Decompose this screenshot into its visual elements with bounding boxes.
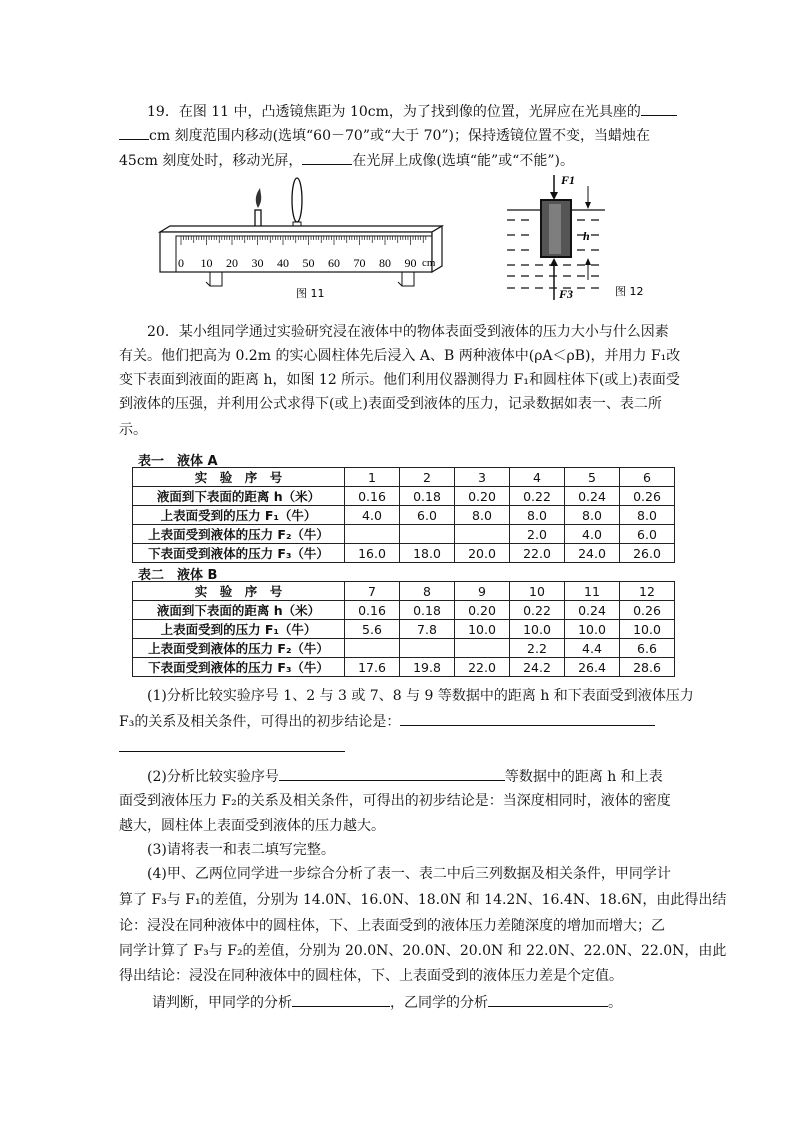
table-cell: 0.26 bbox=[620, 487, 675, 506]
q19-line-3 bbox=[119, 149, 664, 171]
answer-blank[interactable] bbox=[641, 100, 677, 116]
f1-label: F1 bbox=[561, 173, 576, 187]
scale-label: 80 bbox=[379, 256, 391, 270]
table-cell: 8.0 bbox=[565, 506, 620, 525]
answer-blank[interactable] bbox=[119, 124, 149, 140]
table-cell: 22.0 bbox=[455, 658, 510, 677]
header-label: 实 验 序 号 bbox=[133, 468, 345, 487]
sub-q2-line bbox=[147, 765, 692, 787]
table-cell: 10.0 bbox=[565, 620, 620, 639]
table-cell: 0.18 bbox=[400, 601, 455, 620]
scale-label: 90 bbox=[404, 256, 417, 270]
sub-q4-line: 算了 F₃与 F₁的差值，分别为 14.0N、16.0N、18.0N 和 14.2N、16.4N、18.6N，由此得出结 bbox=[119, 892, 727, 908]
q19-text: 19．在图 11 中，凸透镜焦距为 10cm，为了找到像的位置，光屏应在光具座的 bbox=[147, 104, 641, 120]
sub-q2-line: 面受到液体压力 F₂的关系及相关条件，可得出的初步结论是：当深度相同时，液体的密度 bbox=[119, 793, 671, 809]
table-row bbox=[133, 601, 675, 620]
figure-11-caption: 图 11 bbox=[296, 287, 325, 300]
force-arrow-f1 bbox=[550, 175, 558, 200]
table-header-row bbox=[133, 468, 675, 487]
sub-q4-line: 得出结论：浸没在同种液体中的圆柱体，下、上表面受到的液体压力差是个定值。 bbox=[119, 968, 623, 984]
table-cell: 26.4 bbox=[565, 658, 620, 677]
table-cell: 19.8 bbox=[400, 658, 455, 677]
table-1-liquid-a bbox=[132, 467, 675, 563]
table-cell: 8.0 bbox=[620, 506, 675, 525]
answer-blank-yi[interactable] bbox=[488, 991, 608, 1007]
column-number: 9 bbox=[455, 582, 510, 601]
table-cell: 0.22 bbox=[510, 601, 565, 620]
column-number: 6 bbox=[620, 468, 675, 487]
table-cell: 5.6 bbox=[345, 620, 400, 639]
judge-line bbox=[152, 991, 697, 1013]
table-cell: 28.6 bbox=[620, 658, 675, 677]
q19-line-2 bbox=[119, 124, 664, 146]
table-cell: 8.0 bbox=[510, 506, 565, 525]
table-header-row bbox=[133, 582, 675, 601]
table-cell: 0.16 bbox=[345, 601, 400, 620]
table-cell: 10.0 bbox=[510, 620, 565, 639]
table-cell[interactable] bbox=[455, 639, 510, 658]
answer-blank[interactable] bbox=[302, 149, 352, 165]
judge-text: 请判断，甲同学的分析 bbox=[152, 995, 292, 1011]
sub-q4-line: (4)甲、乙两位同学进一步综合分析了表一、表二中后三列数据及相关条件，甲同学计 bbox=[147, 866, 671, 882]
answer-blank[interactable] bbox=[400, 710, 655, 726]
h-label: h bbox=[583, 229, 590, 243]
scale-label: 20 bbox=[226, 256, 238, 270]
table-cell: 8.0 bbox=[455, 506, 510, 525]
table-cell: 24.2 bbox=[510, 658, 565, 677]
column-number: 12 bbox=[620, 582, 675, 601]
column-number: 11 bbox=[565, 582, 620, 601]
sub-q2-line: 越大，圆柱体上表面受到液体的压力越大。 bbox=[119, 818, 385, 834]
table-cell: 6.6 bbox=[620, 639, 675, 658]
sub-q1-line bbox=[119, 710, 664, 732]
table-cell: 10.0 bbox=[620, 620, 675, 639]
table-2-liquid-b bbox=[132, 581, 675, 677]
scale-label: 60 bbox=[328, 256, 340, 270]
sub-q2-text: (2)分析比较实验序号 bbox=[147, 769, 279, 785]
scale-label: 30 bbox=[251, 256, 264, 270]
sub-q1-text: F₃的关系及相关条件，可得出的初步结论是： bbox=[119, 714, 401, 730]
column-number: 7 bbox=[345, 582, 400, 601]
table-cell[interactable] bbox=[400, 525, 455, 544]
table-cell: 0.20 bbox=[455, 601, 510, 620]
column-number: 1 bbox=[345, 468, 400, 487]
q20-line: 变下表面到液面的距离 h，如图 12 所示。他们利用仪器测得力 F₁和圆柱体下(或上)表面受 bbox=[119, 372, 680, 388]
table-row bbox=[133, 658, 675, 677]
table-row bbox=[133, 639, 675, 658]
table-row bbox=[133, 544, 675, 563]
table-cell: 0.24 bbox=[565, 601, 620, 620]
figure-12-caption: 图 12 bbox=[615, 285, 644, 298]
scale-label: 10 bbox=[200, 256, 213, 270]
row-label: 液面到下表面的距离 h（米） bbox=[133, 601, 345, 620]
table-cell: 0.20 bbox=[455, 487, 510, 506]
row-label: 上表面受到的压力 F₁（牛） bbox=[133, 506, 345, 525]
row-label: 上表面受到的压力 F₁（牛） bbox=[133, 620, 345, 639]
f3-label: F3 bbox=[559, 287, 574, 301]
q19-text: 45cm 刻度处时，移动光屏， bbox=[119, 153, 303, 169]
table-cell: 26.0 bbox=[620, 544, 675, 563]
table-cell: 18.0 bbox=[400, 544, 455, 563]
sub-q1-line: (1)分析比较实验序号 1、2 与 3 或 7、8 与 9 等数据中的距离 h 和下表面受到液体压力 bbox=[147, 688, 694, 704]
table-cell: 0.16 bbox=[345, 487, 400, 506]
table-cell: 22.0 bbox=[510, 544, 565, 563]
answer-blank[interactable] bbox=[279, 765, 505, 781]
column-number: 3 bbox=[455, 468, 510, 487]
column-number: 4 bbox=[510, 468, 565, 487]
q20-line: 20．某小组同学通过实验研究浸在液体中的物体表面受到液体的压力大小与什么因素 bbox=[147, 324, 669, 340]
scale-label: 0 bbox=[178, 256, 184, 270]
figure-12-cylinder-in-liquid bbox=[505, 170, 645, 302]
table-1-title: 表一 液体 A bbox=[138, 454, 218, 469]
row-label: 上表面受到液体的压力 F₂（牛） bbox=[133, 525, 345, 544]
table-cell: 7.8 bbox=[400, 620, 455, 639]
sub-q2-text: 等数据中的距离 h 和上表 bbox=[504, 769, 663, 785]
row-label: 液面到下表面的距离 h（米） bbox=[133, 487, 345, 506]
answer-blank-jia[interactable] bbox=[292, 991, 390, 1007]
force-arrow-f3 bbox=[550, 258, 558, 300]
q19-text: 在光屏上成像(选填“能”或“不能”)。 bbox=[352, 153, 574, 169]
scale-label: 70 bbox=[353, 256, 366, 270]
scale-label: 50 bbox=[302, 256, 315, 270]
table-cell[interactable] bbox=[345, 525, 400, 544]
table-cell[interactable] bbox=[400, 639, 455, 658]
sub-q4-line: 论：浸没在同种液体中的圆柱体，下、上表面受到的液体压力差随深度的增加而增大；乙 bbox=[119, 918, 665, 934]
table-cell: 2.2 bbox=[510, 639, 565, 658]
table-cell: 20.0 bbox=[455, 544, 510, 563]
table-cell[interactable] bbox=[455, 525, 510, 544]
answer-blank[interactable] bbox=[119, 751, 345, 752]
table-cell: 2.0 bbox=[510, 525, 565, 544]
table-row bbox=[133, 506, 675, 525]
q19-text: cm 刻度范围内移动(选填“60－70”或“大于 70”)；保持透镜位置不变，当蜡烛在 bbox=[149, 128, 651, 144]
q20-line: 有关。他们把高为 0.2m 的实心圆柱体先后浸入 A、B 两种液体中(ρA＜ρB)，并用力 F₁改 bbox=[119, 348, 681, 364]
table-cell: 17.6 bbox=[345, 658, 400, 677]
table-cell: 0.24 bbox=[565, 487, 620, 506]
judge-text: 。 bbox=[608, 995, 622, 1011]
q20-line: 到液体的压强，并利用公式求得下(或上)表面受到液体的压力，记录数据如表一、表二所 bbox=[119, 396, 662, 412]
table-row bbox=[133, 487, 675, 506]
header-label: 实 验 序 号 bbox=[133, 582, 345, 601]
table-cell: 0.26 bbox=[620, 601, 675, 620]
unit-label: cm bbox=[422, 257, 436, 269]
column-number: 8 bbox=[400, 582, 455, 601]
table-cell: 4.4 bbox=[565, 639, 620, 658]
q20-line: 示。 bbox=[119, 422, 147, 438]
table-cell: 16.0 bbox=[345, 544, 400, 563]
table-2-title: 表二 液体 B bbox=[138, 568, 218, 583]
row-label: 下表面受到液体的压力 F₃（牛） bbox=[133, 544, 345, 563]
sub-q3-line: (3)请将表一和表二填写完整。 bbox=[147, 842, 335, 858]
table-cell: 10.0 bbox=[455, 620, 510, 639]
table-cell: 6.0 bbox=[620, 525, 675, 544]
column-number: 5 bbox=[565, 468, 620, 487]
table-cell[interactable] bbox=[345, 639, 400, 658]
column-number: 2 bbox=[400, 468, 455, 487]
table-cell: 6.0 bbox=[400, 506, 455, 525]
table-row bbox=[133, 620, 675, 639]
column-number: 10 bbox=[510, 582, 565, 601]
table-row bbox=[133, 525, 675, 544]
scale-label: 40 bbox=[277, 256, 289, 270]
q19-line-1 bbox=[147, 100, 692, 122]
sub-q4-line: 同学计算了 F₃与 F₂的差值，分别为 20.0N、20.0N、20.0N 和 22.0N、22.0N、22.0N，由此 bbox=[119, 943, 727, 959]
table-cell: 4.0 bbox=[565, 525, 620, 544]
row-label: 下表面受到液体的压力 F₃（牛） bbox=[133, 658, 345, 677]
table-cell: 24.0 bbox=[565, 544, 620, 563]
figure-11-optical-bench bbox=[150, 172, 450, 304]
table-cell: 0.18 bbox=[400, 487, 455, 506]
row-label: 上表面受到液体的压力 F₂（牛） bbox=[133, 639, 345, 658]
table-cell: 0.22 bbox=[510, 487, 565, 506]
table-cell: 4.0 bbox=[345, 506, 400, 525]
judge-text: ，乙同学的分析 bbox=[390, 995, 488, 1011]
